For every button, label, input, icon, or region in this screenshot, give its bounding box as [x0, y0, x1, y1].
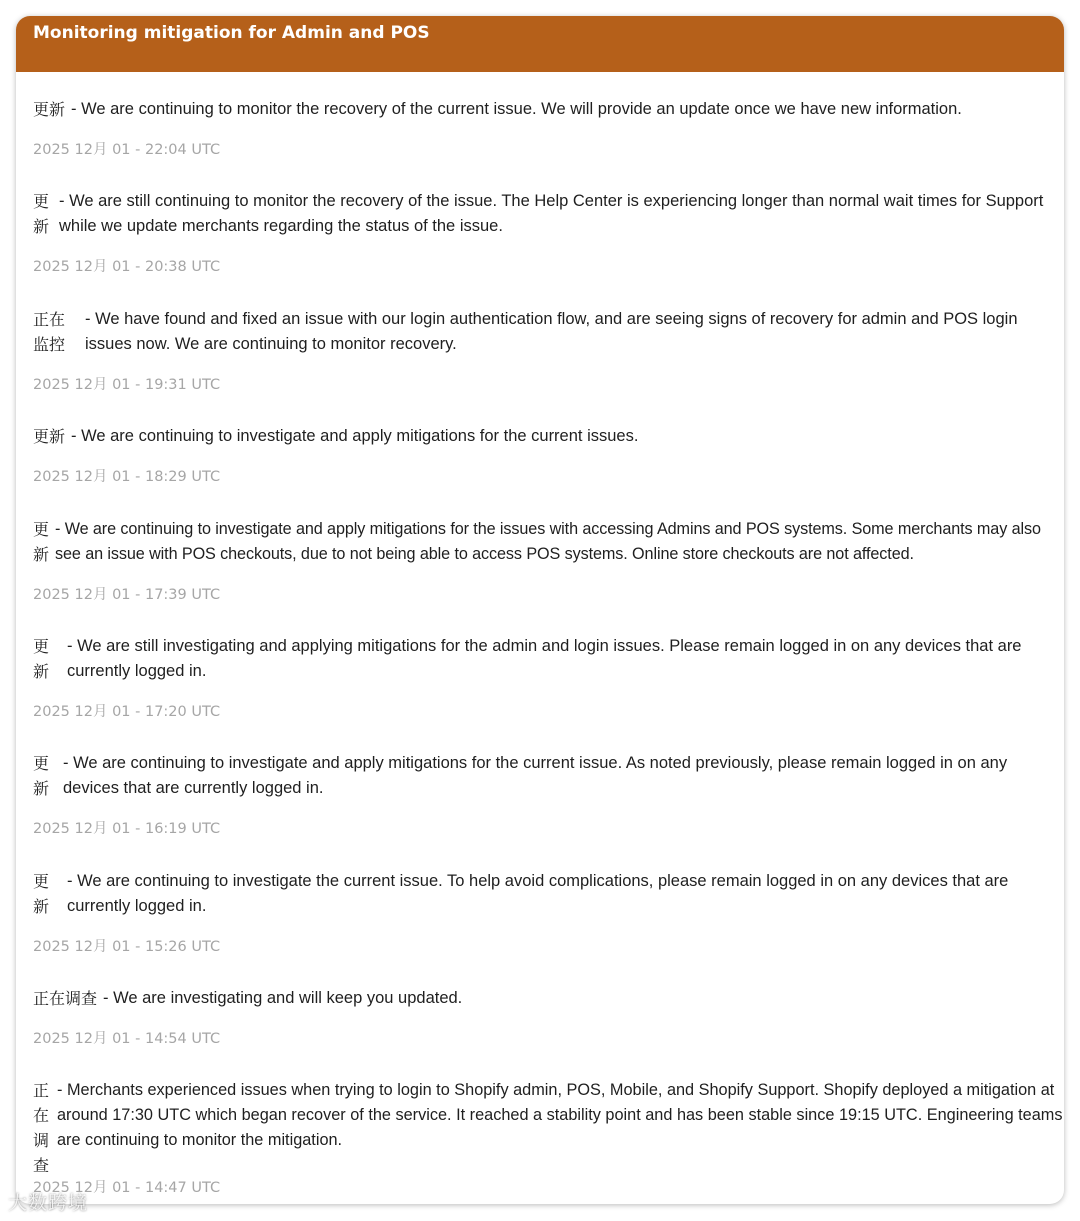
update-status: 更新	[33, 192, 50, 236]
update-status: 更新	[33, 637, 50, 681]
update-message: - We are still continuing to monitor the recovery of the issue. The Help Center is experiencing longer than normal wait times for Support while we update merchants regarding the status of the issue.	[59, 192, 1044, 235]
update-entry	[33, 634, 1064, 721]
update-message: - We are continuing to monitor the recovery of the current issue. We will provide an update once we have new information.	[71, 100, 962, 118]
update-entry	[33, 986, 1064, 1048]
update-timestamp: 2025 12月 01 - 16:19 UTC	[33, 821, 221, 837]
update-timestamp: 2025 12月 01 - 18:29 UTC	[33, 469, 221, 485]
update-entry	[33, 751, 1064, 838]
update-entry	[33, 307, 1064, 394]
update-entry	[33, 869, 1064, 956]
update-message: - We are continuing to investigate and apply mitigations for the current issues.	[71, 427, 639, 445]
update-message: - We have found and fixed an issue with our login authentication flow, and are seeing signs of recovery for admin and POS login issues now. We are continuing to monitor recovery.	[85, 310, 1018, 353]
update-status: 正在调查	[33, 989, 98, 1008]
update-timestamp: 2025 12月 01 - 20:38 UTC	[33, 259, 221, 275]
update-status: 更新	[33, 100, 66, 119]
update-message: - We are continuing to investigate the current issue. To help avoid complications, please remain logged in on any devices that are currently logged in.	[67, 872, 1009, 915]
update-timestamp: 2025 12月 01 - 17:39 UTC	[33, 587, 221, 603]
incident-card	[16, 16, 1064, 1204]
update-status: 更新	[33, 754, 50, 798]
update-entry	[33, 1078, 1064, 1197]
update-status: 更新	[33, 872, 50, 916]
watermark-logo: 大数跨境	[8, 1192, 89, 1214]
update-timestamp: 2025 12月 01 - 17:20 UTC	[33, 704, 221, 720]
update-timestamp: 2025 12月 01 - 22:04 UTC	[33, 142, 221, 158]
update-message: - We are still investigating and applying mitigations for the admin and login issues. Please remain logged in on any devices that are currently logged in.	[67, 637, 1022, 680]
update-timestamp: 2025 12月 01 - 14:54 UTC	[33, 1031, 221, 1047]
update-status: 正在监控	[33, 310, 66, 354]
update-status: 更新	[33, 520, 50, 564]
update-timestamp: 2025 12月 01 - 15:26 UTC	[33, 939, 221, 955]
update-entry	[33, 97, 1064, 159]
update-entry	[33, 517, 1064, 604]
update-timestamp: 2025 12月 01 - 19:31 UTC	[33, 377, 221, 393]
incident-title: Monitoring mitigation for Admin and POS	[33, 23, 430, 43]
update-entry	[33, 424, 1064, 486]
update-status: 正在调查	[33, 1081, 50, 1175]
update-message: - We are investigating and will keep you updated.	[103, 989, 463, 1007]
update-entry	[33, 189, 1064, 276]
update-message: - Merchants experienced issues when trying to login to Shopify admin, POS, Mobile, and Shopify Support. Shopify deployed a mitigation at around 17:30 UTC which began recover of the service. It reached a stability point and has been stable since 19:15 UTC. Engineering teams are continuing to monitor the mitigation.	[57, 1081, 1063, 1149]
update-message: - We are continuing to investigate and apply mitigations for the issues with accessing Admins and POS systems. Some merchants may also see an issue with POS checkouts, due to not being able to access POS systems. Online store checkouts are not affected.	[55, 520, 1041, 563]
update-message: - We are continuing to investigate and apply mitigations for the current issue. As noted previously, please remain logged in on any devices that are currently logged in.	[63, 754, 1008, 797]
incident-header	[16, 16, 1064, 72]
update-status: 更新	[33, 427, 66, 446]
update-timestamp: 2025 12月 01 - 14:47 UTC	[33, 1180, 221, 1196]
